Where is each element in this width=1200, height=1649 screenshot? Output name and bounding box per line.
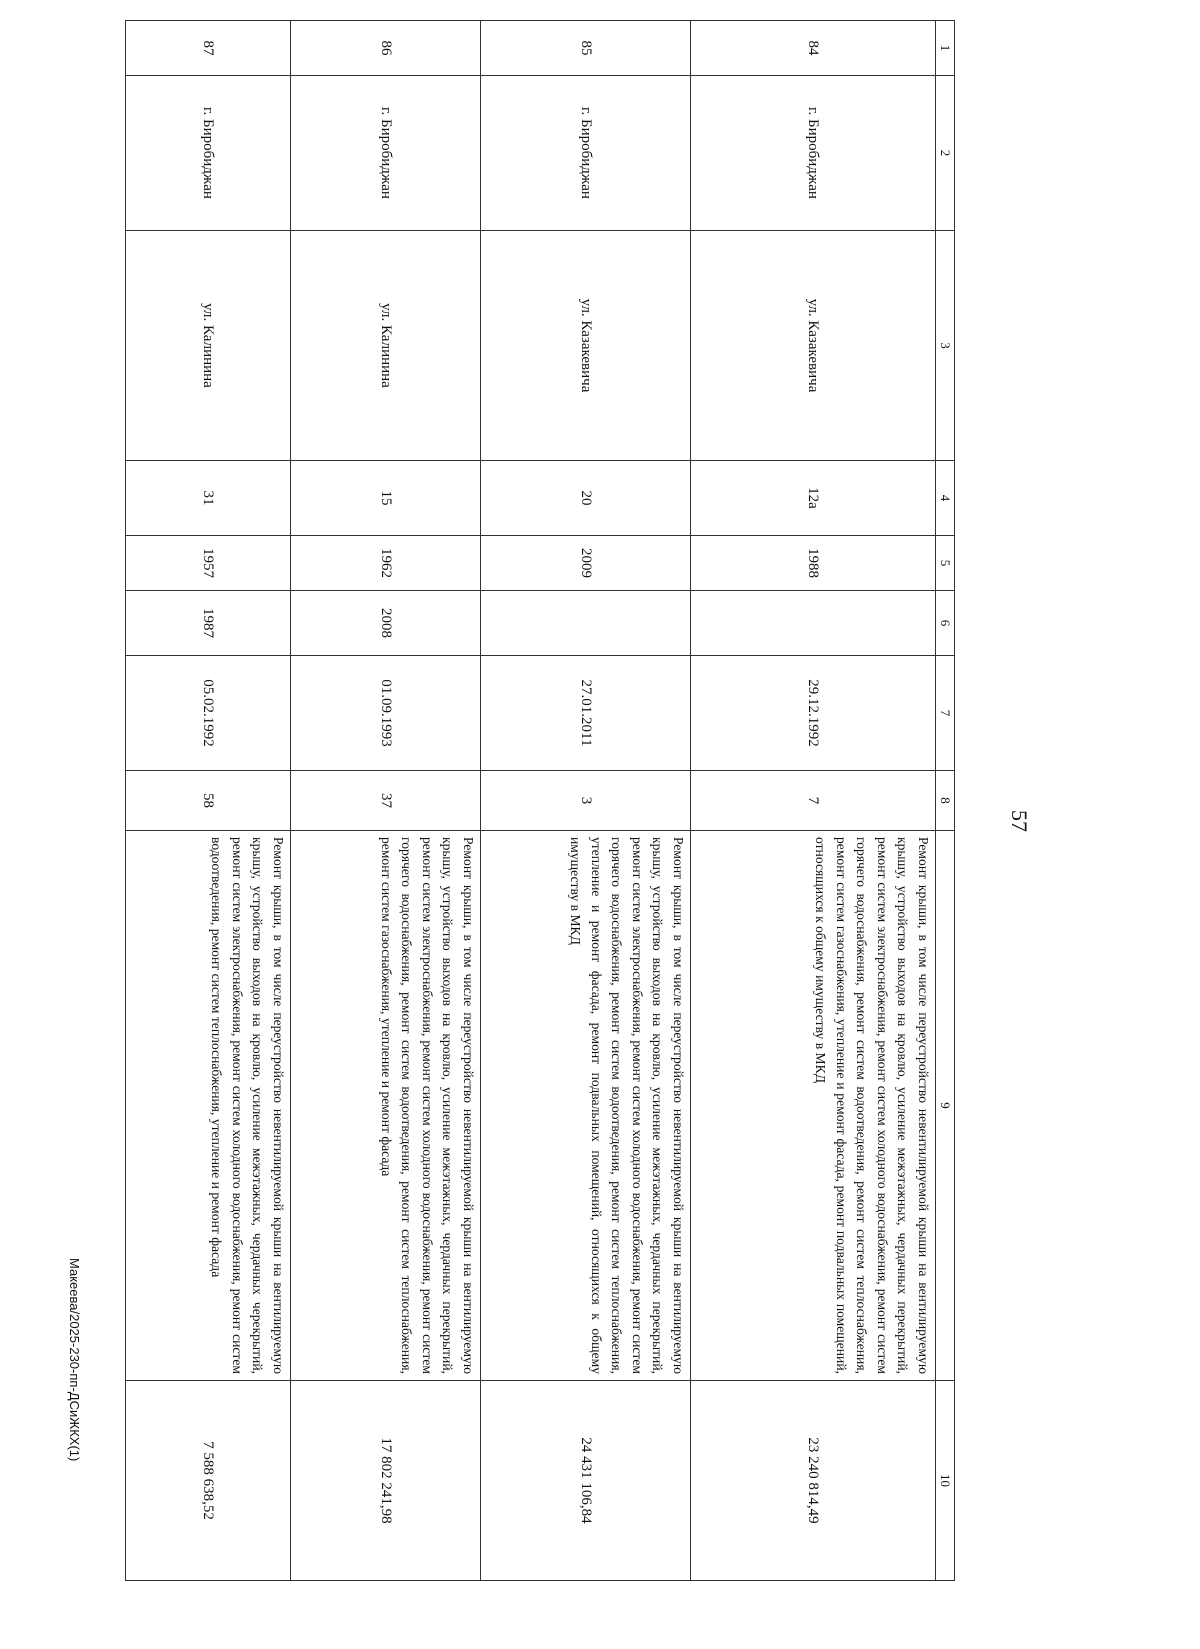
count: 37 [291,771,481,831]
year-built: 1988 [691,536,936,591]
city: г. Биробиджан [126,76,291,231]
date: 27.01.2011 [481,656,691,771]
date: 29.12.1992 [691,656,936,771]
works-description: Ремонт крыши, в том числе переустройство невентилируемой крыши на вентилируемую крышу, устройство выходов на кровлю, усиление межэтажных, чердачных перекрытий, ремонт систем электроснабжения, ремонт систем холодного водоснабжения, ремонт систем горячего водоснабжения, ремонт систем водоотведения, ремонт систем теплоснабжения, ремонт систем газоснабжения, утепление и ремонт фасада [291,831,481,1381]
column-number: 3 [936,231,955,461]
works-description: Ремонт крыши, в том числе переустройство невентилируемой крыши на вентилируемую крышу, устройство выходов на кровлю, усиление межэтажных, чердачных черекрытий, ремонт систем электроснабжения, ремонт систем холодного водоснабжения, ремонт систем водоотведения, ремонт систем теплоснабжения, утепление и ремонт фасада [126,831,291,1381]
house-number: 15 [291,461,481,536]
column-number: 5 [936,536,955,591]
column-number: 1 [936,21,955,76]
city: г. Биробиджан [481,76,691,231]
city: г. Биробиджан [691,76,936,231]
table-row [691,21,936,1581]
street: ул. Казакевича [481,231,691,461]
column-number-row [936,21,955,1581]
year-built: 1962 [291,536,481,591]
column-number: 8 [936,771,955,831]
page-number: 57 [1007,810,1032,832]
cost: 24 431 106,84 [481,1381,691,1581]
row-number: 85 [481,21,691,76]
street: ул. Калинина [291,231,481,461]
column-number: 4 [936,461,955,536]
works-description: Ремонт крыши, в том числе переустройство невентилируемой крыши на вентилируемую крышу, устройство выходов на кровлю, усиление межэтажных, чердачных перекрытий, ремонт систем электроснабжения, ремонт систем холодного водоснабжения, ремонт систем горячего водоснабжения, ремонт систем водоотведения, ремонт систем теплоснабжения, утепление и ремонт фасада, ремонт подвальных помещений, относящихся к общему имуществу в МКД [481,831,691,1381]
repair-table [125,20,955,1581]
year-built: 1957 [126,536,291,591]
street: ул. Калинина [126,231,291,461]
count: 7 [691,771,936,831]
column-number: 7 [936,656,955,771]
column-number: 10 [936,1381,955,1581]
cost: 23 240 814,49 [691,1381,936,1581]
house-number: 20 [481,461,691,536]
year-repair: 2008 [291,591,481,656]
year-repair: 1987 [126,591,291,656]
city: г. Биробиджан [291,76,481,231]
table-row [291,21,481,1581]
count: 3 [481,771,691,831]
document-footer: Макеева/2025-230-пп-ДСиЖКХ(1) [67,1258,82,1462]
date: 01.09.1993 [291,656,481,771]
works-description: Ремонт крыши, в том числе переустройство невентилируемой крыши на вентилируемую крышу, устройство выходов на кровлю, усиление межэтажных, чердачных перекрытий, ремонт систем электроснабжения, ремонт систем холодного водоснабжения, ремонт систем горячего водоснабжения, ремонт систем водоотведения, ремонт систем теплоснабжения, ремонт систем газоснабжения, утепление и ремонт фасада, ремонт подвальных помещений, относящихся к общему имуществу в МКД [691,831,936,1381]
year-repair [481,591,691,656]
count: 58 [126,771,291,831]
row-number: 87 [126,21,291,76]
table-row [481,21,691,1581]
column-number: 2 [936,76,955,231]
cost: 7 588 638,52 [126,1381,291,1581]
date: 05.02.1992 [126,656,291,771]
house-number: 12а [691,461,936,536]
house-number: 31 [126,461,291,536]
year-built: 2009 [481,536,691,591]
street: ул. Казакевича [691,231,936,461]
column-number: 9 [936,831,955,1381]
column-number: 6 [936,591,955,656]
row-number: 86 [291,21,481,76]
row-number: 84 [691,21,936,76]
year-repair [691,591,936,656]
table-row [126,21,291,1581]
cost: 17 802 241,98 [291,1381,481,1581]
